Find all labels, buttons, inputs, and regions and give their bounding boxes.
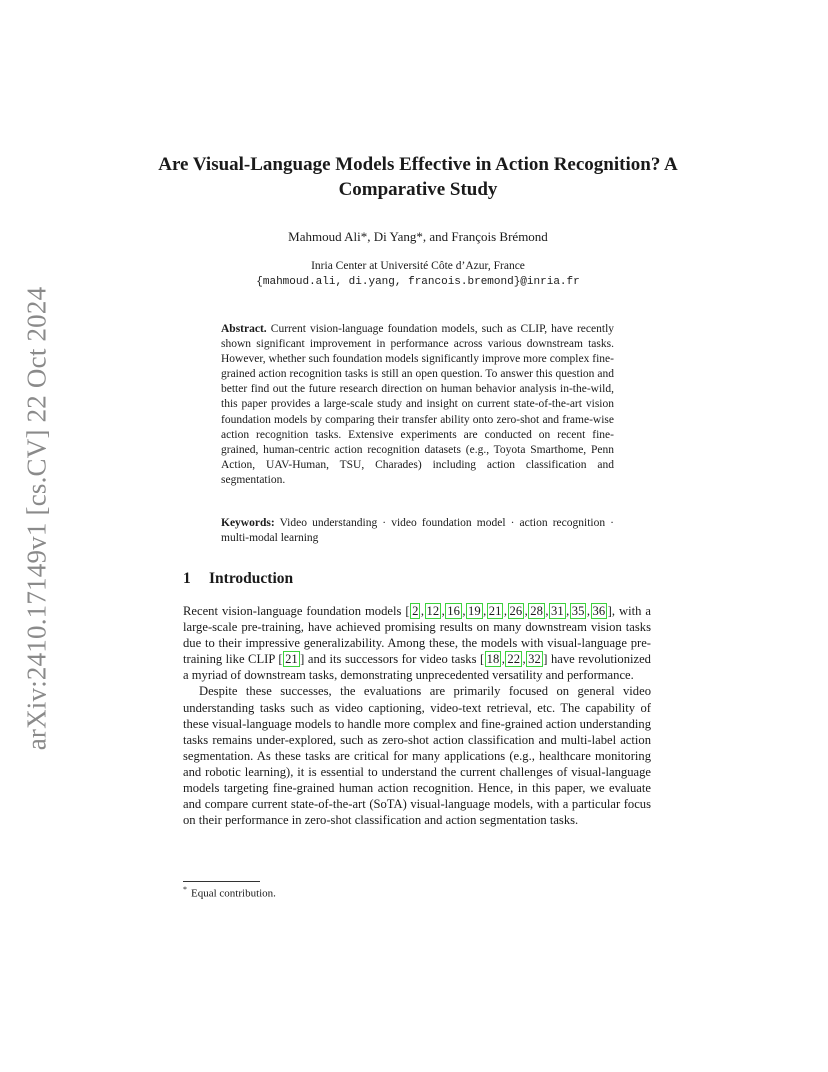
citation-link[interactable]: 19 [468, 604, 481, 618]
section-number: 1 [183, 570, 191, 587]
footnote-divider [183, 881, 260, 882]
citation-link[interactable]: 36 [592, 604, 606, 618]
citation-link[interactable]: 32 [528, 652, 541, 667]
footnote [183, 885, 276, 900]
abstract-label: Abstract. [221, 323, 267, 335]
citation-link[interactable]: 22 [507, 652, 521, 667]
paragraph: Despite these successes, the evaluations are primarily focused on general video understanding tasks such as video captioning, video-text retrieval, etc. The capability of these visual-language models to handle more complex and fine-grained action understanding tasks remains under-explored, such as zero-shot action classification and multi-label action segmentation. As these tasks are critical for many applications (e.g., healthcare monitoring and robotic learning), it is essential to understand the current challenges of visual-language models targeting fine-grained human action recognition. Hence, in this paper, we evaluate and compare current state-of-the-art (SoTA) visual-language models, with a particular focus on their performance in zero-shot classification and action segmentation tasks. [183, 684, 651, 828]
footnote-text: Equal contribution. [191, 887, 276, 900]
abstract-text: Current vision-language foundation models, such as CLIP, have recently shown significant improvement in performance across various downstream tasks. However, whether such foundation models significantly improve more complex fine-grained action recognition tasks is still an open question. To answer this question and better find out the future research direction on human behavior analysis in-the-wild, this paper provides a large-scale study and insight on current state-of-the-art vision foundation models by comparing their transfer ability onto zero-shot and frame-wise action recognition tasks. Extensive experiments are conducted on recent fine-grained, human-centric action recognition datasets (e.g., Toyota Smarthome, Penn Action, UAV-Human, TSU, Charades) including action classification and segmentation. [221, 323, 615, 486]
citation-link[interactable]: 16 [447, 604, 460, 618]
arxiv-identifier-text: arXiv:2410.17149v1 [cs.CV] 22 Oct 2024 [21, 286, 52, 750]
keywords [221, 516, 614, 546]
affiliation-block [150, 258, 686, 290]
citation-link[interactable]: 12 [426, 604, 440, 618]
section-heading [183, 570, 293, 588]
paragraph-text: ] and its successors for video tasks [ [300, 652, 485, 667]
citation-link[interactable]: 28 [530, 604, 543, 618]
affiliation: Inria Center at Université Côte d’Azur, France [311, 260, 525, 272]
section-title: Introduction [209, 570, 294, 587]
footnote-mark: * [183, 885, 187, 894]
abstract [221, 322, 614, 488]
author-list: Mahmoud Ali*, Di Yang*, and François Brémond [288, 229, 548, 244]
citation-link[interactable]: 31 [551, 604, 564, 618]
arxiv-identifier-stamp [18, 288, 56, 748]
paragraph-text: ] have revolutionized a myriad of downstream tasks, demonstrating unprecedented versatility and performance. [183, 652, 651, 683]
paragraph: Recent vision-language foundation models [ 2 , 12 , 16 , 19 , 21 , 26 , 28 , 31 , 35 , 36 ], with a large-scale pre-training, have achieved promising results on many downstream vision tasks due to their impressive generalizability. Among these, the models with visual-language pre-training like CLIP [ 21 ] and its successors for video tasks [ 18 , 22 , 32 ] have revolutionized a myriad of downstream tasks, demonstrating unprecedented versatility and performance. [183, 604, 651, 683]
citation-link[interactable]: 18 [486, 652, 500, 667]
paragraph-text: Recent vision-language foundation models [ [183, 604, 410, 618]
citation-link[interactable]: 35 [571, 604, 585, 618]
author-emails: {mahmoud.ali, di.yang, francois.bremond}@inria.fr [256, 276, 580, 288]
keywords-text: Video understanding · video foundation model · action recognition · multi-modal learning [221, 517, 614, 545]
citation-link[interactable]: 26 [509, 604, 523, 618]
citation-link[interactable]: 21 [488, 604, 502, 618]
introduction-body [183, 603, 651, 828]
paragraph-text: ], with a large-scale pre-training, have achieved promising results on many downstream vision tasks due to their impressive generalizability. Among these, the models with visual-language pre-training like CLIP [ [183, 604, 651, 667]
citation-link[interactable]: 2 [412, 604, 419, 618]
citation-link[interactable]: 21 [285, 652, 298, 667]
keywords-label: Keywords: [221, 517, 275, 529]
paper-title: Are Visual-Language Models Effective in Action Recognition? A Comparative Study [158, 154, 678, 200]
